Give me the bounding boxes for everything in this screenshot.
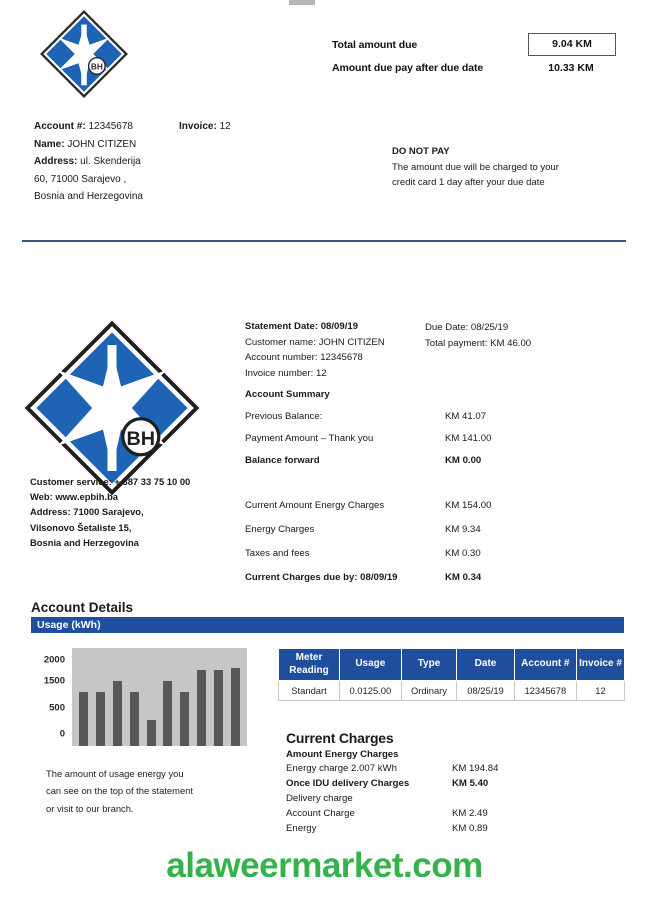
current-charge-row [286,793,606,804]
charges-summary-value: KM 9.34 [445,524,481,535]
invoice-number-detail-row [245,366,425,382]
due-date-row [425,320,615,336]
summary-row-value: KM 141.00 [445,433,492,444]
current-charge-value [452,793,592,804]
statement-right-column [425,319,615,381]
current-charge-label: Once IDU delivery Charges [286,778,410,789]
address-label: Address: [34,156,78,167]
summary-row [245,455,625,466]
chart-y-axis [28,648,68,746]
do-not-pay-line-1: The amount due will be charged to your [392,161,559,173]
site-watermark: alaweermarket.com [166,846,483,885]
do-not-pay-title: DO NOT PAY [392,146,450,157]
header-type: Type [401,649,457,681]
account-number-detail-label: Account number: [245,352,318,364]
chart-bar [79,692,88,746]
svg-text:BH: BH [126,427,156,450]
account-summary-block [245,389,625,477]
y-tick-label: 2000 [43,654,65,666]
y-tick-label: 0 [59,728,65,740]
summary-row-label: Previous Balance: [245,411,323,422]
amount-after-due-row [332,62,622,74]
customer-name-detail-value: JOHN CITIZEN [318,336,385,348]
statement-details-block [245,319,625,381]
current-charge-row [286,823,606,834]
invoice-label: Invoice: [179,121,217,132]
charges-summary-value: KM 0.34 [445,572,482,583]
header-invoice-number: Invoice # [577,649,625,681]
statement-date-label: Statement Date: [245,321,319,332]
section-divider [22,240,626,242]
customer-service-block [30,474,260,550]
name-label: Name: [34,138,65,150]
do-not-pay-line-2: credit card 1 day after your due date [392,177,545,189]
charges-summary-row [245,500,625,511]
total-payment-label: Total payment: [425,337,488,349]
charges-summary-label: Energy Charges [245,524,315,535]
summary-row [245,411,625,422]
current-charge-label: Energy charge 2.007 kWh [286,763,397,774]
current-charge-value: KM 0.89 [452,823,488,834]
charges-summary-row [245,548,625,559]
charges-summary-value: KM 154.00 [445,500,492,511]
current-charge-value: KM 2.49 [452,808,488,819]
due-date-value: 08/25/19 [470,322,509,333]
header-account-number: Account # [514,649,576,681]
total-amount-due-row [332,33,622,56]
usage-note-line-1: The amount of usage energy you [46,768,184,779]
cell-type: Ordinary [401,681,457,701]
current-charge-row [286,778,606,789]
current-charge-value: KM 194.84 [452,763,499,774]
svg-text:BH: BH [90,62,103,72]
address-row-2: 60, 71000 Sarajevo , [34,173,127,185]
invoice-number-detail-label: Invoice number: [245,367,314,379]
name-value: JOHN CITIZEN [67,138,137,150]
charges-summary-row [245,524,625,535]
table-header-row [279,649,625,681]
account-number-value: 12345678 [88,121,133,132]
total-payment-value: KM 46.00 [490,337,532,349]
chart-bar [214,670,223,746]
charges-summary-label: Taxes and fees [245,548,310,559]
customer-name-detail-row [245,335,425,351]
address-line-1: ul. Skenderija [80,156,141,167]
usage-note-line-2: can see on the top of the statement [46,785,193,797]
chart-plot-area [72,648,247,746]
current-charge-row [286,808,606,819]
y-tick-label: 500 [49,702,65,714]
header-meter-reading: Meter Reading [279,649,340,681]
summary-row [245,433,625,444]
current-charge-label: Account Charge [286,808,355,819]
current-charge-label: Energy [286,823,317,834]
chart-bar [197,670,206,746]
invoice-value: 12 [219,121,231,132]
epbih-logo-small [38,8,130,100]
address-row-1 [34,153,294,171]
statement-left-column [245,319,425,381]
charges-summary-value: KM 0.30 [445,548,481,559]
summary-row-label: Balance forward [245,455,320,466]
account-number-label: Account #: [34,121,86,132]
cell-date: 08/25/19 [457,681,514,701]
chart-bar [147,720,156,746]
total-payment-row [425,336,615,352]
amount-after-due-label: Amount due pay after due date [332,62,484,74]
charges-summary-label: Current Charges due by: 08/09/19 [245,572,398,583]
customer-service-address-2: Vilsonovo Šetaliste 15, [30,521,132,533]
current-charges-subtitle: Amount Energy Charges [286,749,399,760]
customer-service-address-3: Bosnia and Herzegovina [30,536,139,548]
summary-row-value: KM 41.07 [445,411,487,422]
page-top-marker [289,0,315,5]
chart-bar [113,681,122,746]
customer-service-web: Web: www.epbih.ba [30,491,119,503]
customer-service-phone: Customer service: + 387 33 75 10 00 [30,476,191,487]
usage-note-line-3: or visit to our branch. [46,802,134,814]
usage-section-label: Usage (kWh) [37,619,101,631]
customer-name-row [34,136,294,154]
current-charge-label: Delivery charge [286,793,353,804]
account-info-block [34,118,294,206]
due-date-label: Due Date: [425,322,469,333]
account-details-title: Account Details [31,600,134,615]
charges-summary-label: Current Amount Energy Charges [245,500,385,511]
chart-bar [231,668,240,746]
usage-bar-chart [28,648,253,746]
cell-invoice-number: 12 [577,681,625,701]
do-not-pay-notice [392,144,632,191]
statement-date-row [245,319,425,335]
meter-reading-table [278,648,625,701]
invoice-number-detail-value: 12 [315,367,327,379]
table-row [279,681,625,701]
header-usage: Usage [340,649,402,681]
chart-bar [130,692,139,746]
cell-usage: 0.0125.00 [340,681,402,701]
account-number-detail-value: 12345678 [320,352,363,364]
cell-meter-reading: Standart [279,681,340,701]
total-amount-due-label: Total amount due [332,38,418,51]
epbih-logo-large [22,318,202,498]
current-charges-block [286,730,606,838]
chart-bar [96,692,105,746]
current-charges-title: Current Charges [286,730,394,746]
amount-due-block [332,33,622,80]
usage-note [46,765,256,817]
cell-account-number: 12345678 [514,681,576,701]
address-row-3: Bosnia and Herzegovina [34,191,143,202]
total-amount-due-value: 9.04 KM [528,33,616,56]
customer-name-detail-label: Customer name: [245,336,316,348]
account-number-row [34,118,294,136]
header-date: Date [457,649,514,681]
account-number-detail-row [245,350,425,366]
customer-service-address-1: Address: 71000 Sarajevo, [30,506,144,518]
current-charge-value: KM 5.40 [452,778,489,789]
charges-summary-block [245,500,625,596]
summary-row-value: KM 0.00 [445,455,482,466]
y-tick-label: 1500 [43,675,65,687]
account-summary-title: Account Summary [245,389,330,400]
charges-summary-row [245,572,625,583]
chart-bar [163,681,172,746]
chart-bar [180,692,189,746]
amount-after-due-value: 10.33 KM [548,62,594,74]
summary-row-label: Payment Amount – Thank you [245,433,374,444]
statement-date-value: 08/09/19 [320,321,359,332]
usage-section-header [31,617,624,633]
current-charge-row [286,763,606,774]
